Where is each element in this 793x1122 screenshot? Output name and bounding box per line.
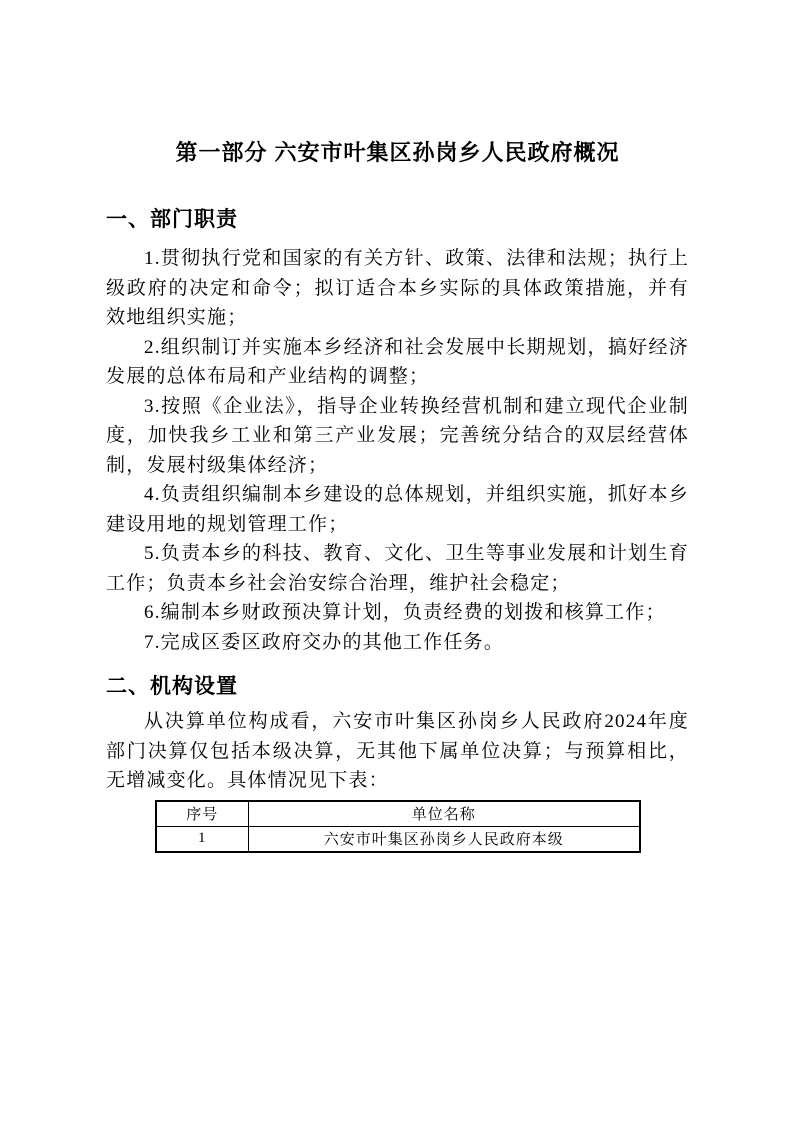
duty-item-2: 2.组织制订并实施本乡经济和社会发展中长期规划，搞好经济发展的总体布局和产业结构的调整； [106, 336, 689, 387]
duty-item-5: 5.负责本乡的科技、教育、文化、卫生等事业发展和计划生育工作；负责本乡社会治安综合治理，维护社会稳定； [106, 543, 689, 594]
table-cell-seq: 1 [156, 826, 248, 852]
table-header-unit-name: 单位名称 [248, 801, 640, 827]
duty-item-6: 6.编制本乡财政预决算计划，负责经费的划拨和核算工作； [144, 602, 666, 623]
table-header-seq: 序号 [156, 801, 248, 827]
section-heading-organization: 二、机构设置 [106, 675, 238, 698]
table-header-row [156, 801, 640, 827]
page-title: 第一部分 六安市叶集区孙岗乡人民政府概况 [175, 140, 620, 165]
duty-item-7: 7.完成区委区政府交办的其他工作任务。 [144, 631, 505, 653]
duty-item-1: 1.贯彻执行党和国家的有关方针、政策、法律和法规；执行上级政府的决定和命令；拟订适合本乡实际的具体政策措施，并有效地组织实施； [106, 248, 689, 328]
duty-item-3: 3.按照《企业法》，指导企业转换经营机制和建立现代企业制度，加快我乡工业和第三产业发展；完善统分结合的双层经营体制，发展村级集体经济； [106, 395, 689, 476]
duties-paragraphs [106, 244, 689, 657]
table-cell-unit-name: 六安市叶集区孙岗乡人民政府本级 [248, 826, 640, 852]
duty-item-4: 4.负责组织编制本乡建设的总体规划，并组织实施，抓好本乡建设用地的规划管理工作； [106, 484, 689, 535]
section-heading-duties: 一、部门职责 [106, 208, 238, 231]
organization-intro-paragraph: 从决算单位构成看，六安市叶集区孙岗乡人民政府2024年度部门决算仅包括本级决算，无其他下属单位决算；与预算相比，无增减变化。具体情况见下表： [106, 711, 689, 791]
unit-table [155, 800, 641, 853]
table-row [156, 826, 640, 852]
